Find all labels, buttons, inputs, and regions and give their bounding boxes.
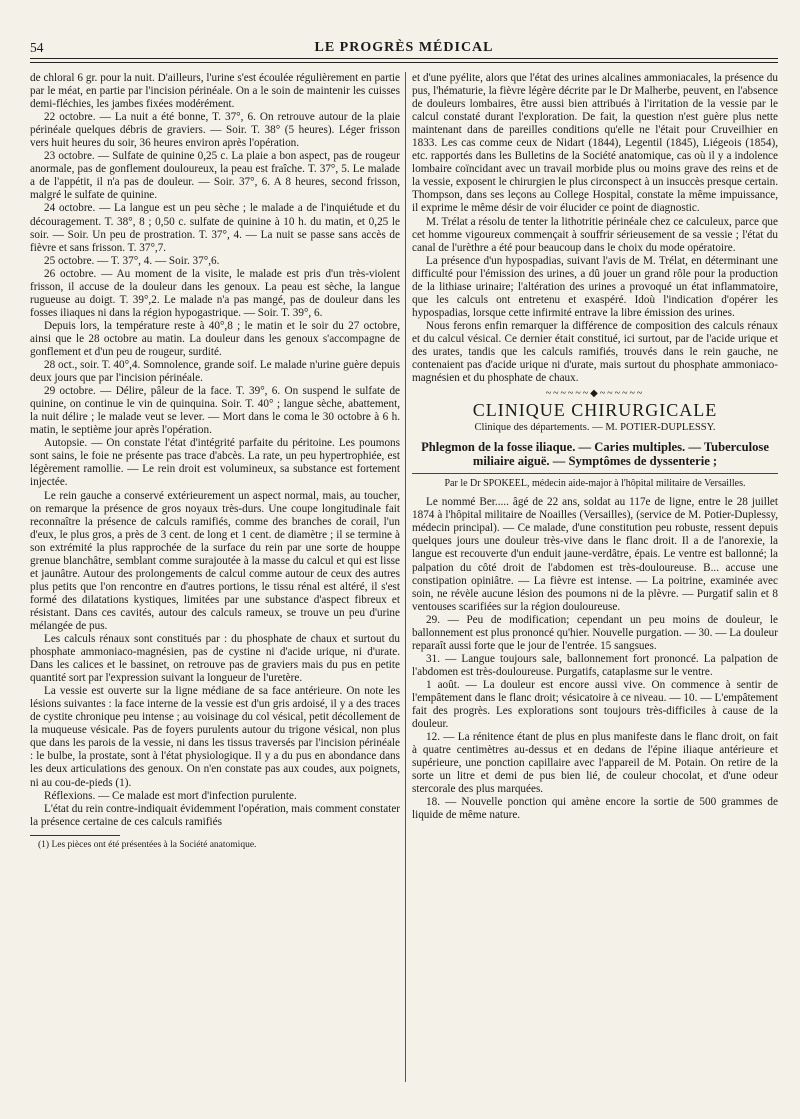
right-column [412,72,778,822]
paragraph: de chloral 6 gr. pour la nuit. D'ailleurs, l'urine s'est écoulée régulièrement en partie par le méat, en partie par l'incision périnéale. On a le soin de maintenir les cuisses demi-fléchies, les jambes fixées modérément. [30,72,400,111]
paragraph: Nous ferons enfin remarquer la différence de composition des calculs rénaux et du calcul vésical. Ce dernier était constitué, ici surtout, par de l'acide urique et des urates, tandis que les calculs ramifiés, trouvés dans le rein gauche, ne contenaient pas d'acide urique ni d'urate, mais surtout du phosphate ammoniaco-magnésien et du phosphate de chaux. [412,319,778,385]
left-column [30,72,400,852]
running-title: LE PROGRÈS MÉDICAL [314,40,494,55]
paragraph: 25 octobre. — T. 37°, 4. — Soir. 37°,6. [44,254,220,267]
footnote: (1) Les pièces ont été présentées à la Société anatomique. [38,839,257,850]
paragraph: La présence d'un hypospadias, suivant l'avis de M. Trélat, en déterminant une difficulté pour l'émission des urines, a dû jouer un grand rôle pour la production de la lithiase urinaire; l'altération des urines a provoqué un état inflammatoire, que les calculs ont entretenu et exaspéré. Idoù l'indication d'opérer les hypospadias, lorsque cette infirmité entrave la libre émission des urines. [412,254,778,319]
paragraph: 31. — Langue toujours sale, ballonnement fort prononcé. La palpation de l'abdomen est très-douloureuse. Purgatifs, cataplasme sur le ventre. [412,652,778,678]
paragraph: Autopsie. — On constate l'état d'intégrité parfaite du péritoine. Les poumons sont sains, le foie ne présente pas trace d'abcès. La rate, un peu hypertrophiée, est légèrement ramollie. — Le rein droit est volumineux, sa substance est fortement injectée. [30,437,400,489]
paragraph: 29 octobre. — Délire, pâleur de la face. T. 39°, 6. On suspend le sulfate de quinine, on continue le vin de quinquina. Soir. T. 40° ; langue sèche, abattement, la nuit délire ; le malade veut se lever. — Mort dans le coma le 30 octobre à 6 h. matin, le septième jour après l'opération. [30,385,400,437]
paragraph: M. Trélat a résolu de tenter la lithotritie périnéale chez ce calculeux, parce que cet homme vigoureux commençait à souffrir sérieusement de sa vessie ; l'état du canal de l'urèthre a été pour beaucoup dans le choix du mode opératoire. [412,215,778,254]
paragraph: Le nommé Ber..... âgé de 22 ans, soldat au 117e de ligne, entre le 28 juillet 1874 à l'hôpital militaire de Noailles (Versailles), (service de M. Potier-Duplessy, médecin principal). — Ce malade, d'une constitution peu robuste, ressent depuis quelques jours une douleur très-vive dans le flanc droit. Il a de l'anorexie, la langue est recouverte d'un enduit jaune-verdâtre, épais. Le ventre est ballonné; la palpation du côté droit de l'abdomen est très-douloureuse. B... accuse une constipation opiniâtre. — La fièvre est intense. — La poitrine, examinée avec soin, ne révèle aucune lésion des poumons ni de la plèvre. — Purgatif salin et 8 ventouses scarifiées sur la région douloureuse. [412,496,778,613]
paragraph: 26 octobre. — Au moment de la visite, le malade est pris d'un très-violent frisson, il accuse de la douleur dans les genoux. La peau est sèche, la langue rugueuse au doigt. T. 39°,2. Le malade n'a pas mangé, pas de douleur dans les fosses iliaques ni dans la région hypogastrique. — Soir. T. 39°, 6. [30,267,400,319]
paragraph: Le rein gauche a conservé extérieurement un aspect normal, mais, au toucher, on remarque la présence de gros noyaux très-durs. Une coupe longitudinale fait reconnaître la présence de calculs ramifiés, comme des branches de corail, l'un d'eux, le plus gros, a près de 3 cent. de long et 1 cent. de diamètre ; il se termine à son extrémité la plus rapprochée de la surface du rein par une sorte de houppe grenue blanchâtre, semblant comme surajoutée à la masse du calcul et qui est lisse et jaunâtre. Autour des prolongements de calcul comme autour de ceux des autres plus petits que l'on rencontre en d'autres portions, le tissu rénal est altéré, il s'est formé des dilatations kystiques, limitées par une substance d'aspect fibreux et résistant. Dans ces cavités, autour des calculs rameux, se trouve un peu d'urine mélangée de pus. [30,489,400,632]
columns [30,72,778,1098]
section-subtitle: Clinique des départements. — M. POTIER-DUPLESSY. [474,422,716,434]
paragraph: 12. — La rénitence étant de plus en plus manifeste dans le flanc droit, on fait à quatre centimètres au-dessus et en dedans de l'épine iliaque antérieure et supérieure, une ponction capillaire avec l'appareil de M. Potain. On retire de la sorte un litre et demi de pus bien lié, de couleur chocolat, et d'une odeur stercorale des plus marquées. [412,731,778,796]
paragraph: 1 août. — La douleur est encore aussi vive. On commence à sentir de l'empâtement dans le flanc droit; vésicatoire à ce niveau. — 10. — L'empâtement fait des progrès. Les explorations sont toujours très-difficiles à cause de la douleur. [412,678,778,731]
footnote-rule [30,835,120,836]
paragraph: 22 octobre. — La nuit a été bonne, T. 37°, 6. On retrouve autour de la plaie périnéale quelques débris de graviers. — Soir. T. 38° (5 heures). Léger frisson vers huit heures du soir, 36 heures environ après l'opération. [30,111,400,150]
section-title: CLINIQUE CHIRURGICALE [472,400,718,421]
page-number: 54 [30,40,44,55]
paragraph: Réflexions. — Ce malade est mort d'infection purulente. [44,789,297,802]
page [30,38,778,1098]
byline: Par le Dr SPOKEEL, médecin aide-major à l'hôpital militaire de Versailles. [412,473,778,490]
paragraph: 28 oct., soir. T. 40°,4. Somnolence, grande soif. Le malade n'urine guère depuis deux jours que par l'incision périnéale. [30,359,400,385]
paragraph: Les calculs rénaux sont constitués par : du phosphate de chaux et surtout du phosphate ammoniaco-magnésien, pas de cystine ni d'acide urique, ni d'urate. Dans les calices et le bassinet, on retrouve pas de graviers mais du pus en petite quantité sort par l'expression suivant la longueur de l'uretère. [30,633,400,685]
ornament-divider: ~~~~~~◆~~~~~~ [545,388,645,400]
page-header [30,38,778,59]
article-title: Phlegmon de la fosse iliaque. — Caries multiples. — Tuberculose miliaire aiguë. — Symptômes de dyssenterie ; [421,440,769,469]
paragraph: 18. — Nouvelle ponction qui amène encore la sortie de 500 grammes de liquide de même nature. [412,796,778,822]
paragraph: 24 octobre. — La langue est un peu sèche ; le malade a de l'inquiétude et du découragement. T. 38°, 8 ; 0,50 c. sulfate de quinine à 10 h. du matin, et 0,25 le soir. — Soir. Un peu de prostration. T. 37°, 4. — La nuit se passe sans accès de fièvre et sans frisson. T. 37°,7. [30,202,400,254]
paragraph: et d'une pyélite, alors que l'état des urines alcalines ammoniacales, la présence du pus, l'hématurie, la fièvre légère décrite par le Dr Malherbe, peuvent, en l'absence de douleurs lombaires, être aussi bien attribués à l'irritation de la vessie par le calcul constaté durant l'exploration. De fait, la question n'est guère plus nette maintenant dans de pareilles conditions qu'elle ne l'était pour Cruveilhier en 1833. Les cas comme ceux de Nidart (1844), Legentil (1845), Liégeois (1854), etc. rapportés dans les Bulletins de la Société anatomique, cas où il y a indolence lombaire coïncidant avec un travail morbide plus ou moins grave des reins et de la vessie, exposent le chirurgien le plus circonspect à un insuccès presque certain. Thompson, dans ses leçons au College Hospital, constate la même impuissance, il exprime le même désir de voir élucider ce point de diagnostic. [412,72,778,215]
header-rule [30,59,778,63]
paragraph: La vessie est ouverte sur la ligne médiane de sa face antérieure. On note les lésions suivantes : la face interne de la vessie est d'un gris ardoisé, il y a des traces de cystite chronique peu intense ; au voisinage du col vésical, petit décollement de la muqueuse vésicale. Pas de foyers purulents autour du trigone vésical, non plus que dans les parois de la vessie, ni dans les tissus traversés par l'incision périnéale : le bulbe, la prostate, sont à l'état physiologique. Il y a du pus en abondance dans les deux articulations des genoux. On n'en constate pas aux coudes, aux poignets, ni au cou-de-pieds (1). [30,685,400,789]
paragraph: Depuis lors, la température reste à 40°,8 ; le matin et le soir du 27 octobre, ainsi que le 28 octobre au matin. La douleur dans les genoux s'accompagne de gonflement et d'un peu de rougeur, surdité. [30,319,400,358]
paragraph: 23 octobre. — Sulfate de quinine 0,25 c. La plaie a bon aspect, pas de rougeur anormale, pas de gonflement douloureux, la peau est fraîche. T. 37°, 5. Le malade a de l'appétit, il n'a pas de douleur. — Soir. 37°, 6. A 8 heures, second frisson, malgré le sulfate de quinine. [30,150,400,202]
paragraph: 29. — Peu de modification; cependant un peu moins de douleur, le ballonnement est plus prononcé qu'hier. Nouvelle purgation. — 30. — La douleur reparaît aussi forte que le jour de l'entrée. 15 sangsues. [412,613,778,652]
paragraph: L'état du rein contre-indiquait évidemment l'opération, mais comment constater la présence certaine de ces calculs ramifiés [30,802,401,828]
